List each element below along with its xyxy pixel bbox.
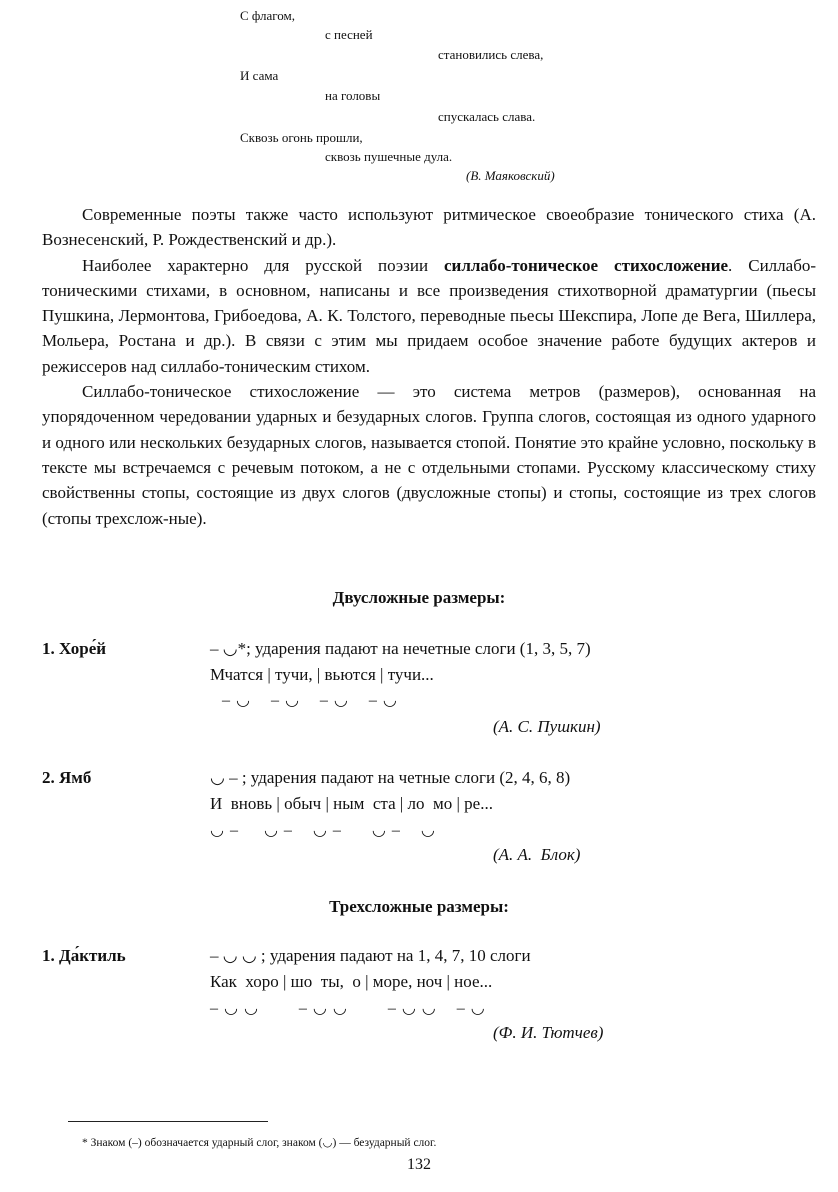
meter-3-scheme: – ◡ ◡ ; ударения падают на 1, 4, 7, 10 слоги	[210, 946, 531, 965]
meter-3-author: (Ф. И. Тютчев)	[493, 1023, 604, 1042]
poem-line-1: С флагом,	[240, 8, 296, 23]
paragraph-3: Силлабо-тоническое стихосложение — это система метров (размеров), основанная на упорядоченном чередовании ударных и безударных слогов. Группа слогов, состоящая из одного ударного и одного или нескольких безударных слогов, называется стопой. Понятие это крайне условно, поскольку в тексте мы встречаемся с речевым потоком, а не с отдельными стопами. Русскому классическому стиху свойственны стопы, состоящие из двух слогов (двусложные стопы) и стопы, состоящие из трех слогов (стопы трехслож-ные).	[42, 382, 816, 528]
meter-2-label: 2. Ямб	[42, 768, 92, 787]
paragraph-1: Современные поэты также часто используют ритмическое своеобразие тонического стиха (А. Вознесенский, Р. Рождественский и др.).	[42, 205, 816, 250]
meter-1-label: 1. Хоре́й	[42, 639, 107, 658]
poem-line-8: сквозь пушечные дула.	[325, 149, 453, 164]
meter-2-scheme: ◡ – ; ударения падают на четные слоги (2, 4, 6, 8)	[210, 768, 571, 787]
poem-line-2: с песней	[325, 27, 373, 42]
meter-3-label: 1. Да́ктиль	[42, 946, 126, 965]
page-number: 132	[407, 1156, 431, 1173]
paragraph-2	[42, 253, 816, 379]
meter-3-marks: – ◡ ◡ – ◡ ◡ – ◡ ◡ – ◡	[210, 1000, 486, 1017]
meter-3-example: Как хоро | шо ты, о | море, ноч | ное...	[210, 972, 493, 991]
poem-author: (В. Маяковский)	[466, 168, 555, 183]
heading-three-syllable: Трехсложные размеры:	[329, 897, 509, 916]
poem-line-7: Сквозь огонь прошли,	[240, 130, 363, 145]
meter-1-author: (А. С. Пушкин)	[493, 717, 601, 736]
meter-2-marks: ◡ – ◡ – ◡ – ◡ – ◡	[210, 822, 436, 839]
poem-line-3: становились слева,	[438, 47, 544, 62]
poem-line-6: спускалась слава.	[438, 109, 536, 124]
body-text	[42, 202, 816, 531]
paragraph-2-start: Наиболее характерно для русской поэзии	[82, 255, 445, 275]
poem-line-5: на головы	[325, 88, 381, 103]
meter-2-author: (А. А. Блок)	[493, 845, 581, 864]
heading-two-syllable: Двусложные размеры:	[332, 588, 506, 607]
meter-1-scheme: – ◡*; ударения падают на нечетные слоги (1, 3, 5, 7)	[210, 639, 591, 658]
paragraph-2-term: силлабо-тоническое стихосложение	[444, 255, 729, 275]
footnote: * Знаком (–) обозначается ударный слог, знаком (◡) — безударный слог.	[82, 1137, 437, 1149]
meter-2-example: И вновь | обыч | ным ста | ло мо | ре...	[210, 794, 493, 813]
footnote-divider	[68, 1121, 268, 1122]
meter-1-marks: – ◡ – ◡ – ◡ – ◡	[222, 692, 398, 709]
meter-1-example: Мчатся | тучи, | вьются | тучи...	[210, 665, 434, 684]
poem-line-4: И сама	[240, 68, 279, 83]
paragraph-2-end: . Силлабо-тоническими стихами, в основном, написаны и все произведения стихотворной драматургии (пьесы Пушкина, Лермонтова, Грибоедова, А. К. Толстого, переводные пьесы Шекспира, Лопе де Вега, Шиллера, Мольера, Ростана и др.). В связи с этим мы придаем особое значение работе будущих актеров и режиссеров над силлабо-тоническим стихом.	[42, 255, 816, 376]
